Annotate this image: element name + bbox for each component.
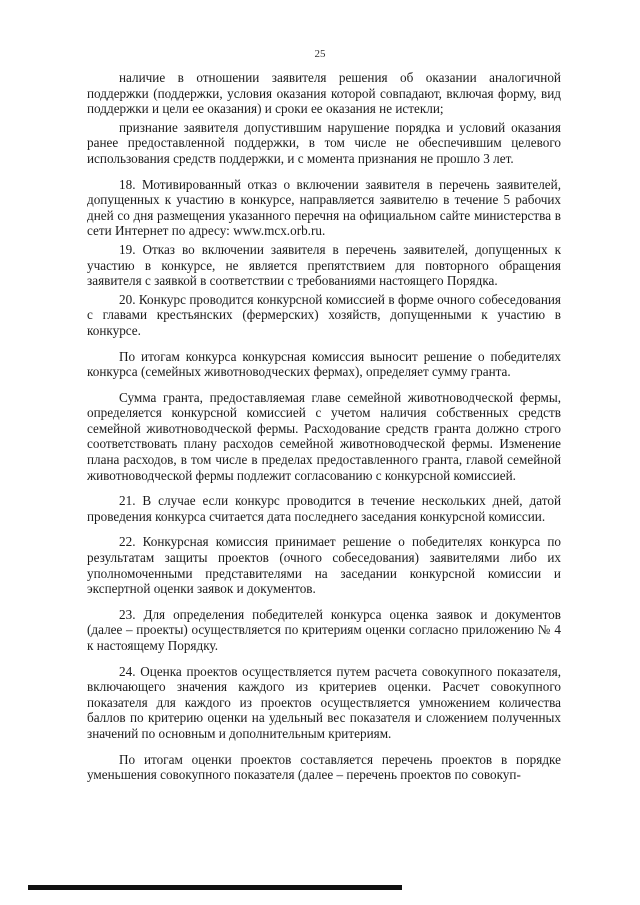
page-number: 25 — [314, 48, 326, 60]
paragraph: Сумма гранта, предоставляемая главе семейной животноводческой фермы, определяется конкурсной комиссией с учетом наличия собственных средств семейной животноводческой фермы. Расходование средств гранта должно строго соответствовать плану расходов семейной животноводческой фермы. Изменение плана расходов, в том числе в пределах предоставленного гранта, главой семейной животноводческой фермы подлежит согласованию с конкурсной комиссией. — [87, 389, 561, 483]
paragraph: 24. Оценка проектов осуществляется путем расчета совокупного показателя, включающего значения каждого из критериев оценки. Расчет совокупного показателя для каждого из проектов осуществляется умножением количества баллов по критерию оценки на удельный вес показателя и сложением полученных значений по основным и дополнительным критериям. — [87, 663, 561, 741]
paragraph: 23. Для определения победителей конкурса оценка заявок и документов (далее – проекты) осуществляется по критериям оценки согласно приложению № 4 к настоящему Порядку. — [87, 606, 561, 653]
paragraph: 20. Конкурс проводится конкурсной комиссией в форме очного собеседования с главами крестьянских (фермерских) хозяйств, допущенными к участию в конкурсе. — [87, 291, 561, 338]
paragraph: 22. Конкурсная комиссия принимает решение о победителях конкурса по результатам защиты проектов (очного собеседования) заявителями либо их уполномоченными представителями на заседании конкурсной комиссии и экспертной оценки заявок и документов. — [87, 534, 561, 597]
paragraph: 21. В случае если конкурс проводится в течение нескольких дней, датой проведения конкурса считается дата последнего заседания конкурсной комиссии. — [87, 493, 561, 524]
paragraph: 18. Мотивированный отказ о включении заявителя в перечень заявителей, допущенных к участию в конкурсе, направляется заявителю в течение 5 рабочих дней со дня размещения указанного перечня на официальном сайте министерства в сети Интернет по адресу: www.mcx.orb.ru. — [87, 176, 561, 239]
bottom-scan-border — [28, 885, 402, 890]
paragraph: По итогам оценки проектов составляется перечень проектов в порядке уменьшения совокупного показателя (далее – перечень проектов по совокуп- — [87, 751, 561, 783]
paragraph: 19. Отказ во включении заявителя в перечень заявителей, допущенных к участию в конкурсе, не является препятствием для повторного обращения заявителя с заявкой в соответствии с требованиями настоящего Порядка. — [87, 241, 561, 289]
paragraph: наличие в отношении заявителя решения об оказании аналогичной поддержки (поддержки, условия оказания которой совпадают, включая форму, вид поддержки и цели ее оказания) и сроки ее оказания не истекли; — [87, 70, 561, 117]
document-body — [87, 70, 561, 783]
paragraph: признание заявителя допустившим нарушение порядка и условий оказания ранее предоставленной поддержки, в том числе не обеспечившим целевого использования средств поддержки, и с момента признания не прошло 3 лет. — [87, 119, 561, 166]
paragraph: По итогам конкурса конкурсная комиссия выносит решение о победителях конкурса (семейных животноводческих фермах), определяет сумму гранта. — [87, 348, 561, 380]
